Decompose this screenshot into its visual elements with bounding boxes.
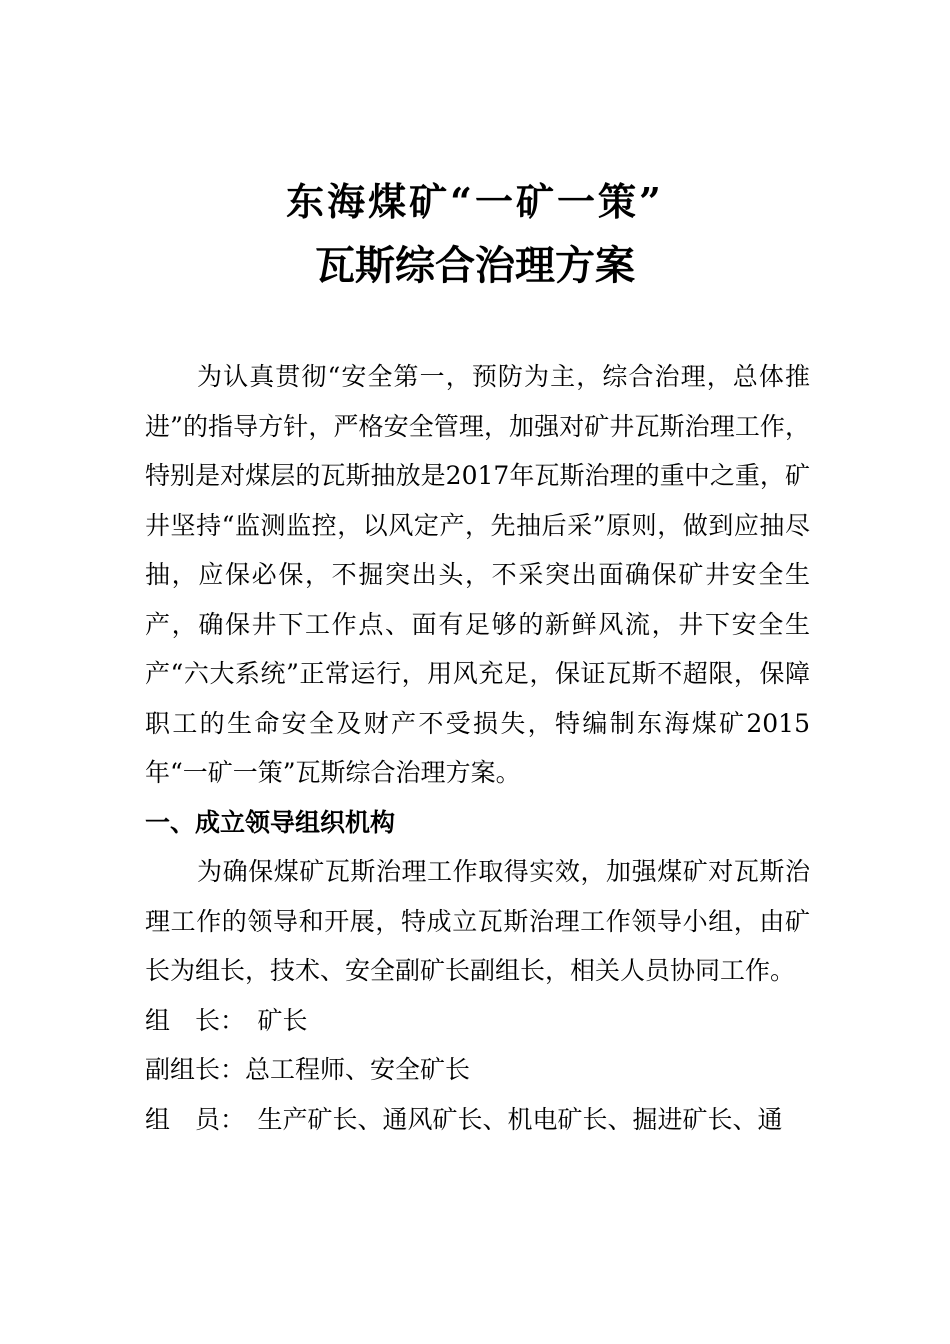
document-title-line2: 瓦斯综合治理方案	[315, 243, 635, 289]
leader-line: 组 长： 矿长	[145, 1005, 308, 1035]
intro-paragraph: 为认真贯彻“安全第一，预防为主，综合治理，总体推进”的指导方针，严格安全管理，加强对矿井瓦斯治理工作，特别是对煤层的瓦斯抽放是2017年瓦斯治理的重中之重，矿井坚持“监测监控，以风定产，先抽后采”原则，做到应抽尽抽，应保必保，不掘突出头，不采突出面确保矿井安全生产，确保井下工作点、面有足够的新鲜风流，井下安全生产“六大系统”正常运行，用风充足，保证瓦斯不超限，保障职工的生命安全及财产不受损失，特编制东海煤矿2015年“一矿一策”瓦斯综合治理方案。	[145, 362, 810, 787]
members-line: 组 员： 生产矿长、通风矿长、机电矿长、掘进矿长、通	[145, 1104, 783, 1134]
section-heading-1: 一、成立领导组织机构	[145, 807, 396, 837]
deputy-leader-line: 副组长：总工程师、安全矿长	[145, 1055, 471, 1084]
section1-paragraph: 为确保煤矿瓦斯治理工作取得实效，加强煤矿对瓦斯治理工作的领导和开展，特成立瓦斯治理工作领导小组，由矿长为组长，技术、安全副矿长副组长，相关人员协同工作。	[145, 857, 810, 985]
document-title-line1: 东海煤矿“一矿一策”	[286, 179, 664, 224]
document-body	[145, 352, 810, 1144]
